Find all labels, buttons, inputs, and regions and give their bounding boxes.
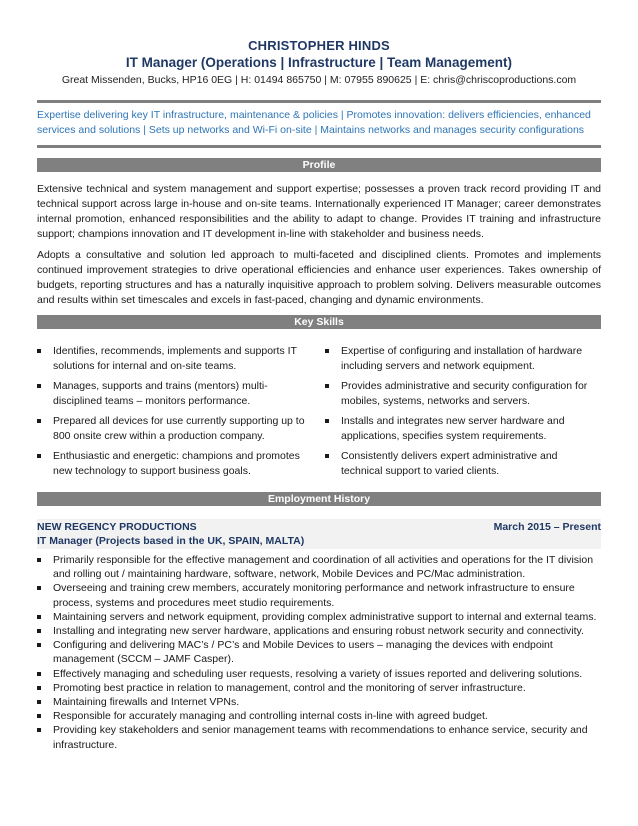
skill-text: Provides administrative and security configuration for mobiles, systems, networks and servers. bbox=[341, 380, 588, 407]
bullet-icon bbox=[37, 454, 41, 458]
bullet-icon bbox=[37, 672, 41, 676]
employer-name: NEW REGENCY PRODUCTIONS bbox=[37, 521, 197, 533]
duty-text: Responsible for accurately managing and controlling internal costs in-line with agreed budget. bbox=[53, 710, 488, 723]
section-header-key-skills: Key Skills bbox=[37, 315, 601, 329]
skill-item bbox=[37, 344, 307, 374]
candidate-headline: IT Manager (Operations | Infrastructure | Team Management) bbox=[125, 55, 513, 70]
section-header-profile: Profile bbox=[37, 158, 601, 172]
duty-text: Installing and integrating new server hardware, applications and ensuring robust network security and connectivity. bbox=[53, 625, 584, 638]
summary-top-rule bbox=[37, 100, 601, 103]
duty-item bbox=[37, 695, 601, 709]
duty-item bbox=[37, 667, 601, 681]
skill-text: Enthusiastic and energetic: champions and promotes new technology to support business goals. bbox=[53, 450, 300, 477]
skill-text: Identifies, recommends, implements and supports IT solutions for internal and on-site teams. bbox=[53, 345, 297, 372]
duty-text: Maintaining servers and network equipment, providing complex administrative support to internal and external teams. bbox=[53, 610, 597, 623]
bullet-icon bbox=[325, 349, 329, 353]
duty-item bbox=[37, 681, 601, 695]
skill-text: Installs and integrates new server hardware and applications, specifies system requirements. bbox=[341, 415, 565, 442]
bullet-icon bbox=[37, 728, 41, 732]
duty-text: Primarily responsible for the effective management and coordination of all activities and operations for the IT division and rolling out / maintaining hardware, software, network, Mobile Devices and PC/Mac administration. bbox=[53, 554, 594, 581]
bullet-icon bbox=[37, 349, 41, 353]
summary-bottom-rule bbox=[37, 145, 601, 148]
duties-list bbox=[37, 553, 601, 752]
bullet-icon bbox=[325, 384, 329, 388]
bullet-icon bbox=[37, 384, 41, 388]
bullet-icon bbox=[325, 454, 329, 458]
duty-item bbox=[37, 581, 601, 609]
skill-text: Expertise of configuring and installation of hardware including servers and network equipment. bbox=[341, 345, 583, 372]
duty-item bbox=[37, 723, 601, 751]
duty-item bbox=[37, 709, 601, 723]
bullet-icon bbox=[37, 419, 41, 423]
skill-item bbox=[37, 414, 307, 444]
bullet-icon bbox=[37, 700, 41, 704]
skill-text: Manages, supports and trains (mentors) multi-disciplined teams – monitors performance. bbox=[53, 380, 268, 407]
section-header-employment-history: Employment History bbox=[37, 492, 601, 506]
employment-dates: March 2015 – Present bbox=[493, 521, 601, 533]
job-title: IT Manager (Projects based in the UK, SPAIN, MALTA) bbox=[37, 535, 305, 547]
bullet-icon bbox=[37, 586, 41, 590]
bullet-icon bbox=[37, 615, 41, 619]
skill-text: Consistently delivers expert administrative and technical support to varied clients. bbox=[341, 450, 558, 477]
bullet-icon bbox=[37, 629, 41, 633]
duty-text: Maintaining firewalls and Internet VPNs. bbox=[53, 696, 240, 709]
duty-text: Providing key stakeholders and senior management teams with recommendations to enhance service, security and infrastructure. bbox=[53, 724, 588, 751]
skills-column-right bbox=[325, 344, 595, 484]
duty-item bbox=[37, 610, 601, 624]
duty-item bbox=[37, 553, 601, 581]
duty-text: Promoting best practice in relation to management, control and the monitoring of server infrastructure. bbox=[53, 681, 526, 694]
bullet-icon bbox=[37, 714, 41, 718]
duty-item bbox=[37, 638, 601, 666]
skill-item bbox=[37, 379, 307, 409]
duty-text: Configuring and delivering MAC’s / PC’s and Mobile Devices to users – managing the devices with endpoint management (SCCM – JAMF Casper). bbox=[53, 639, 553, 666]
skill-text: Prepared all devices for use currently supporting up to 800 onsite crew within a production company. bbox=[53, 415, 305, 442]
duty-item bbox=[37, 624, 601, 638]
candidate-name: CHRISTOPHER HINDS bbox=[248, 38, 390, 53]
bullet-icon bbox=[37, 558, 41, 562]
skill-item bbox=[325, 379, 595, 409]
skill-item bbox=[325, 344, 595, 374]
profile-paragraph-1: Extensive technical and system management and support expertise; possesses a proven track record providing IT and technical support across large in-house and on-site teams. Internationally experienced IT Manager; career demonstrates internal promotion, enhanced responsibilities and the ability to adapt to change. Provides IT training and infrastructure support; champions innovation and IT development in-line with stakeholder and business needs. bbox=[37, 183, 601, 240]
duty-text: Overseeing and training crew members, accurately monitoring performance and network infrastructure to ensure process, systems and procedures meet studio requirements. bbox=[53, 582, 575, 609]
profile-paragraph-2: Adopts a consultative and solution led approach to multi-faceted and disciplined clients. Promotes and implements continued improvement strategies to drive operational efficiencies and enhance user experiences. Takes ownership of budgets, reporting structures and has a naturally inquisitive approach to problem solving. Delivers measurable outcomes and results within set timescales and excels in fast-paced, changing and dynamic environments. bbox=[37, 249, 601, 306]
bullet-icon bbox=[325, 419, 329, 423]
skill-item bbox=[325, 449, 595, 479]
skills-column-left bbox=[37, 344, 307, 484]
summary-statement: Expertise delivering key IT infrastructure, maintenance & policies | Promotes innovation: delivers efficiencies, enhanced services and solutions | Sets up networks and Wi-Fi on-site | Maintains networks and manages security configurations bbox=[37, 109, 591, 136]
bullet-icon bbox=[37, 643, 41, 647]
skill-item bbox=[37, 449, 307, 479]
skill-item bbox=[325, 414, 595, 444]
contact-line: Great Missenden, Bucks, HP16 0EG | H: 01494 865750 | M: 07955 890625 | E: chris@chriscoproductions.com bbox=[61, 74, 577, 86]
duty-text: Effectively managing and scheduling user requests, resolving a variety of issues reported and delivering solutions. bbox=[53, 667, 583, 680]
bullet-icon bbox=[37, 686, 41, 690]
